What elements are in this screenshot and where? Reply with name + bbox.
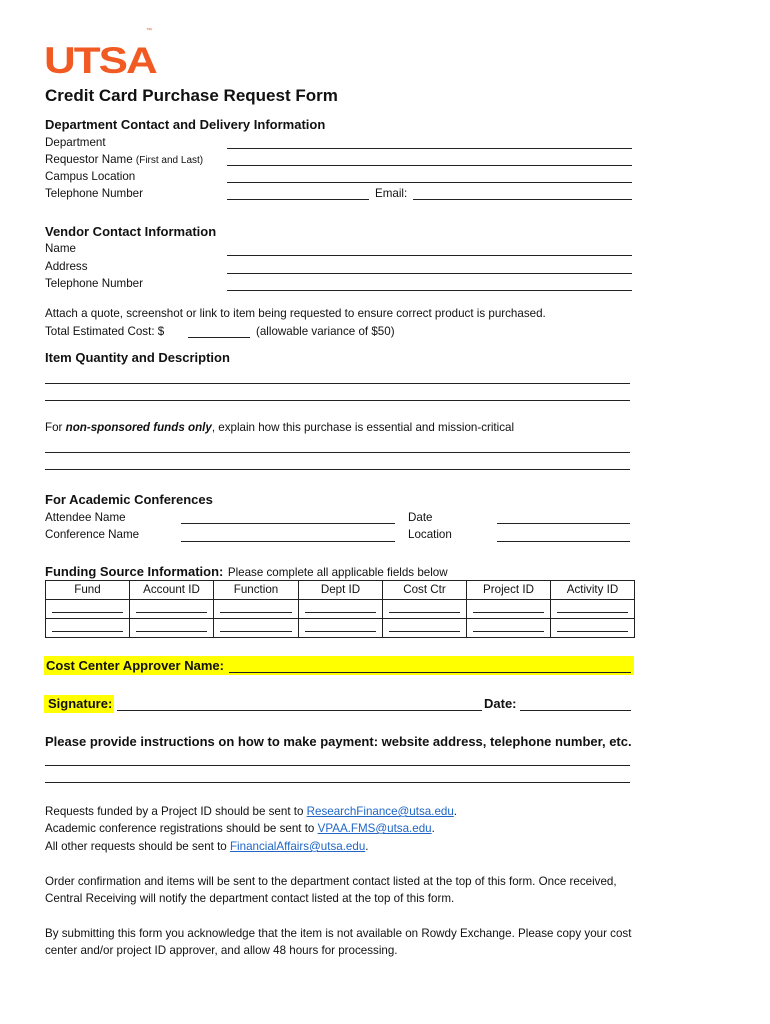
dept-id-column xyxy=(299,581,383,637)
vendor-name-label: Name xyxy=(45,242,76,255)
activity-id-cell-1[interactable] xyxy=(557,612,628,613)
funding-heading: Funding Source Information: xyxy=(45,564,224,579)
funding-table xyxy=(45,580,635,638)
project-id-cell-1[interactable] xyxy=(473,612,544,613)
conference-name-field[interactable] xyxy=(181,541,395,542)
activity-id-column xyxy=(551,581,634,637)
fund-column xyxy=(46,581,130,637)
logo-wordmark: UTSA xyxy=(44,39,156,82)
vpaa-fms-email-link[interactable]: VPAA.FMS@utsa.edu xyxy=(317,822,432,835)
order-confirmation-line-2: Central Receiving will notify the department contact listed at the top of this form. xyxy=(45,892,455,905)
approver-label: Cost Center Approver Name: xyxy=(46,658,224,673)
department-field[interactable] xyxy=(227,148,632,149)
column-header: Dept ID xyxy=(320,583,361,596)
account-id-cell-2[interactable] xyxy=(136,631,207,632)
column-header: Account ID xyxy=(143,583,200,596)
vendor-heading: Vendor Contact Information xyxy=(45,224,217,239)
campus-location-label: Campus Location xyxy=(45,170,136,183)
routing-conference: Academic conference registrations should be sent to VPAA.FMS@utsa.edu. xyxy=(45,822,435,835)
funding-note: Please complete all applicable fields below xyxy=(227,566,448,579)
signature-date-field[interactable] xyxy=(520,710,631,711)
acknowledgement-line-2: center and/or project ID approver, and allow 48 hours for processing. xyxy=(45,944,398,957)
department-heading: Department Contact and Delivery Information xyxy=(45,117,326,132)
project-id-column xyxy=(467,581,551,637)
conference-location-field[interactable] xyxy=(497,541,630,542)
vendor-address-label: Address xyxy=(45,260,88,273)
column-header: Project ID xyxy=(483,583,534,596)
signature-label: Signature: xyxy=(48,696,113,711)
funding-heading-row xyxy=(45,563,448,581)
dept-id-cell-1[interactable] xyxy=(305,612,376,613)
vendor-telephone-field[interactable] xyxy=(227,290,632,291)
payment-instructions-line-1[interactable] xyxy=(45,765,630,766)
vendor-address-field[interactable] xyxy=(227,273,632,274)
account-id-cell-1[interactable] xyxy=(136,612,207,613)
requestor-name-field[interactable] xyxy=(227,165,632,166)
cost-ctr-cell-1[interactable] xyxy=(389,612,460,613)
function-cell-1[interactable] xyxy=(220,612,292,613)
email-field[interactable] xyxy=(413,199,632,200)
attendee-field[interactable] xyxy=(181,523,395,524)
payment-instructions-heading: Please provide instructions on how to make payment: website address, telephone number, etc. xyxy=(45,734,632,749)
conference-date-field[interactable] xyxy=(497,523,630,524)
order-confirmation-line-1: Order confirmation and items will be sent to the department contact listed at the top of this form. Once received, xyxy=(45,875,617,888)
dept-id-cell-2[interactable] xyxy=(305,631,376,632)
item-description-line-2[interactable] xyxy=(45,400,630,401)
function-column xyxy=(214,581,299,637)
routing-other: All other requests should be sent to FinancialAffairs@utsa.edu. xyxy=(45,840,369,853)
financial-affairs-email-link[interactable]: FinancialAffairs@utsa.edu xyxy=(229,840,366,853)
cost-ctr-cell-2[interactable] xyxy=(389,631,460,632)
non-sponsored-note: For non-sponsored funds only, explain how this purchase is essential and mission-critical xyxy=(45,421,515,434)
column-header: Activity ID xyxy=(566,583,619,596)
project-id-cell-2[interactable] xyxy=(473,631,544,632)
column-header: Cost Ctr xyxy=(403,583,446,596)
fund-cell-1[interactable] xyxy=(52,612,123,613)
activity-id-cell-2[interactable] xyxy=(557,631,628,632)
requestor-hint: (First and Last) xyxy=(135,155,204,166)
item-description-line-1[interactable] xyxy=(45,383,630,384)
telephone-label: Telephone Number xyxy=(45,187,143,200)
routing-project-id: Requests funded by a Project ID should be sent to ResearchFinance@utsa.edu. xyxy=(45,805,458,818)
total-cost-field[interactable] xyxy=(188,337,250,338)
approver-name-field[interactable] xyxy=(229,672,631,673)
total-cost-prefix: Total Estimated Cost: $ xyxy=(45,325,165,338)
account-id-column xyxy=(130,581,214,637)
item-heading: Item Quantity and Description xyxy=(45,350,230,365)
signature-date-label: Date: xyxy=(484,696,517,711)
email-label: Email: xyxy=(375,187,408,200)
department-label: Department xyxy=(45,136,106,149)
justification-line-1[interactable] xyxy=(45,452,630,453)
conference-heading: For Academic Conferences xyxy=(45,492,213,507)
column-header: Fund xyxy=(74,583,101,596)
date-label: Date xyxy=(408,511,433,524)
research-finance-email-link[interactable]: ResearchFinance@utsa.edu xyxy=(306,805,454,818)
utsa-logo xyxy=(44,39,156,84)
vendor-name-field[interactable] xyxy=(227,255,632,256)
signature-field[interactable] xyxy=(117,710,482,711)
vendor-telephone-label: Telephone Number xyxy=(45,277,143,290)
attendee-label: Attendee Name xyxy=(45,511,126,524)
acknowledgement-line-1: By submitting this form you acknowledge that the item is not available on Rowdy Exchange. Please copy your cost xyxy=(45,927,632,940)
total-cost-suffix: (allowable variance of $50) xyxy=(256,325,395,338)
attach-note: Attach a quote, screenshot or link to item being requested to ensure correct product is purchased. xyxy=(45,307,546,320)
fund-cell-2[interactable] xyxy=(52,631,123,632)
justification-line-2[interactable] xyxy=(45,469,630,470)
location-label: Location xyxy=(408,528,452,541)
logo-trademark: ™ xyxy=(146,28,152,34)
conference-name-label: Conference Name xyxy=(45,528,140,541)
cost-ctr-column xyxy=(383,581,467,637)
telephone-field[interactable] xyxy=(227,199,369,200)
campus-location-field[interactable] xyxy=(227,182,632,183)
form-title: Credit Card Purchase Request Form xyxy=(45,86,338,105)
column-header: Function xyxy=(233,583,279,596)
function-cell-2[interactable] xyxy=(220,631,292,632)
requestor-label: Requestor Name (First and Last) xyxy=(45,153,204,166)
payment-instructions-line-2[interactable] xyxy=(45,782,630,783)
